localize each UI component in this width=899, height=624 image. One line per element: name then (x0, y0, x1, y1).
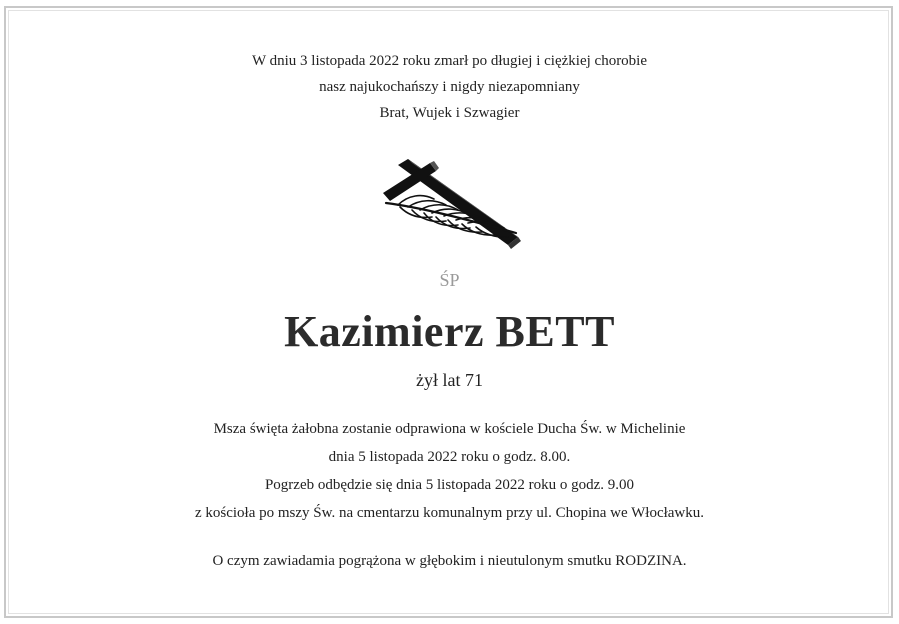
intro-line: nasz najukochańszy i nigdy niezapomniany (319, 79, 580, 95)
details-line: dnia 5 listopada 2022 roku o godz. 8.00. (328, 449, 571, 465)
details-line: z kościoła po mszy Św. na cmentarzu komunalnym przy ul. Chopina we Włocławku. (194, 505, 705, 521)
details-line: Pogrzeb odbędzie się dnia 5 listopada 2022 roku o godz. 9.00 (264, 477, 635, 493)
age-line: żył lat 71 (416, 370, 483, 390)
cross-with-palm-branch-icon (378, 155, 523, 255)
funeral-details (0, 415, 899, 527)
honorific: ŚP (439, 270, 460, 290)
intro-line: Brat, Wujek i Szwagier (379, 105, 520, 121)
deceased-name: Kazimierz BETT (284, 307, 615, 356)
cross-icon (383, 159, 521, 249)
intro-text (0, 48, 899, 126)
intro-line: W dniu 3 listopada 2022 roku zmarł po długiej i ciężkiej chorobie (251, 53, 648, 69)
closing-line: O czym zawiadamia pogrążona w głębokim i nieutulonym smutku RODZINA. (212, 553, 687, 569)
details-line: Msza święta żałobna zostanie odprawiona w kościele Ducha Św. w Michelinie (213, 421, 686, 437)
